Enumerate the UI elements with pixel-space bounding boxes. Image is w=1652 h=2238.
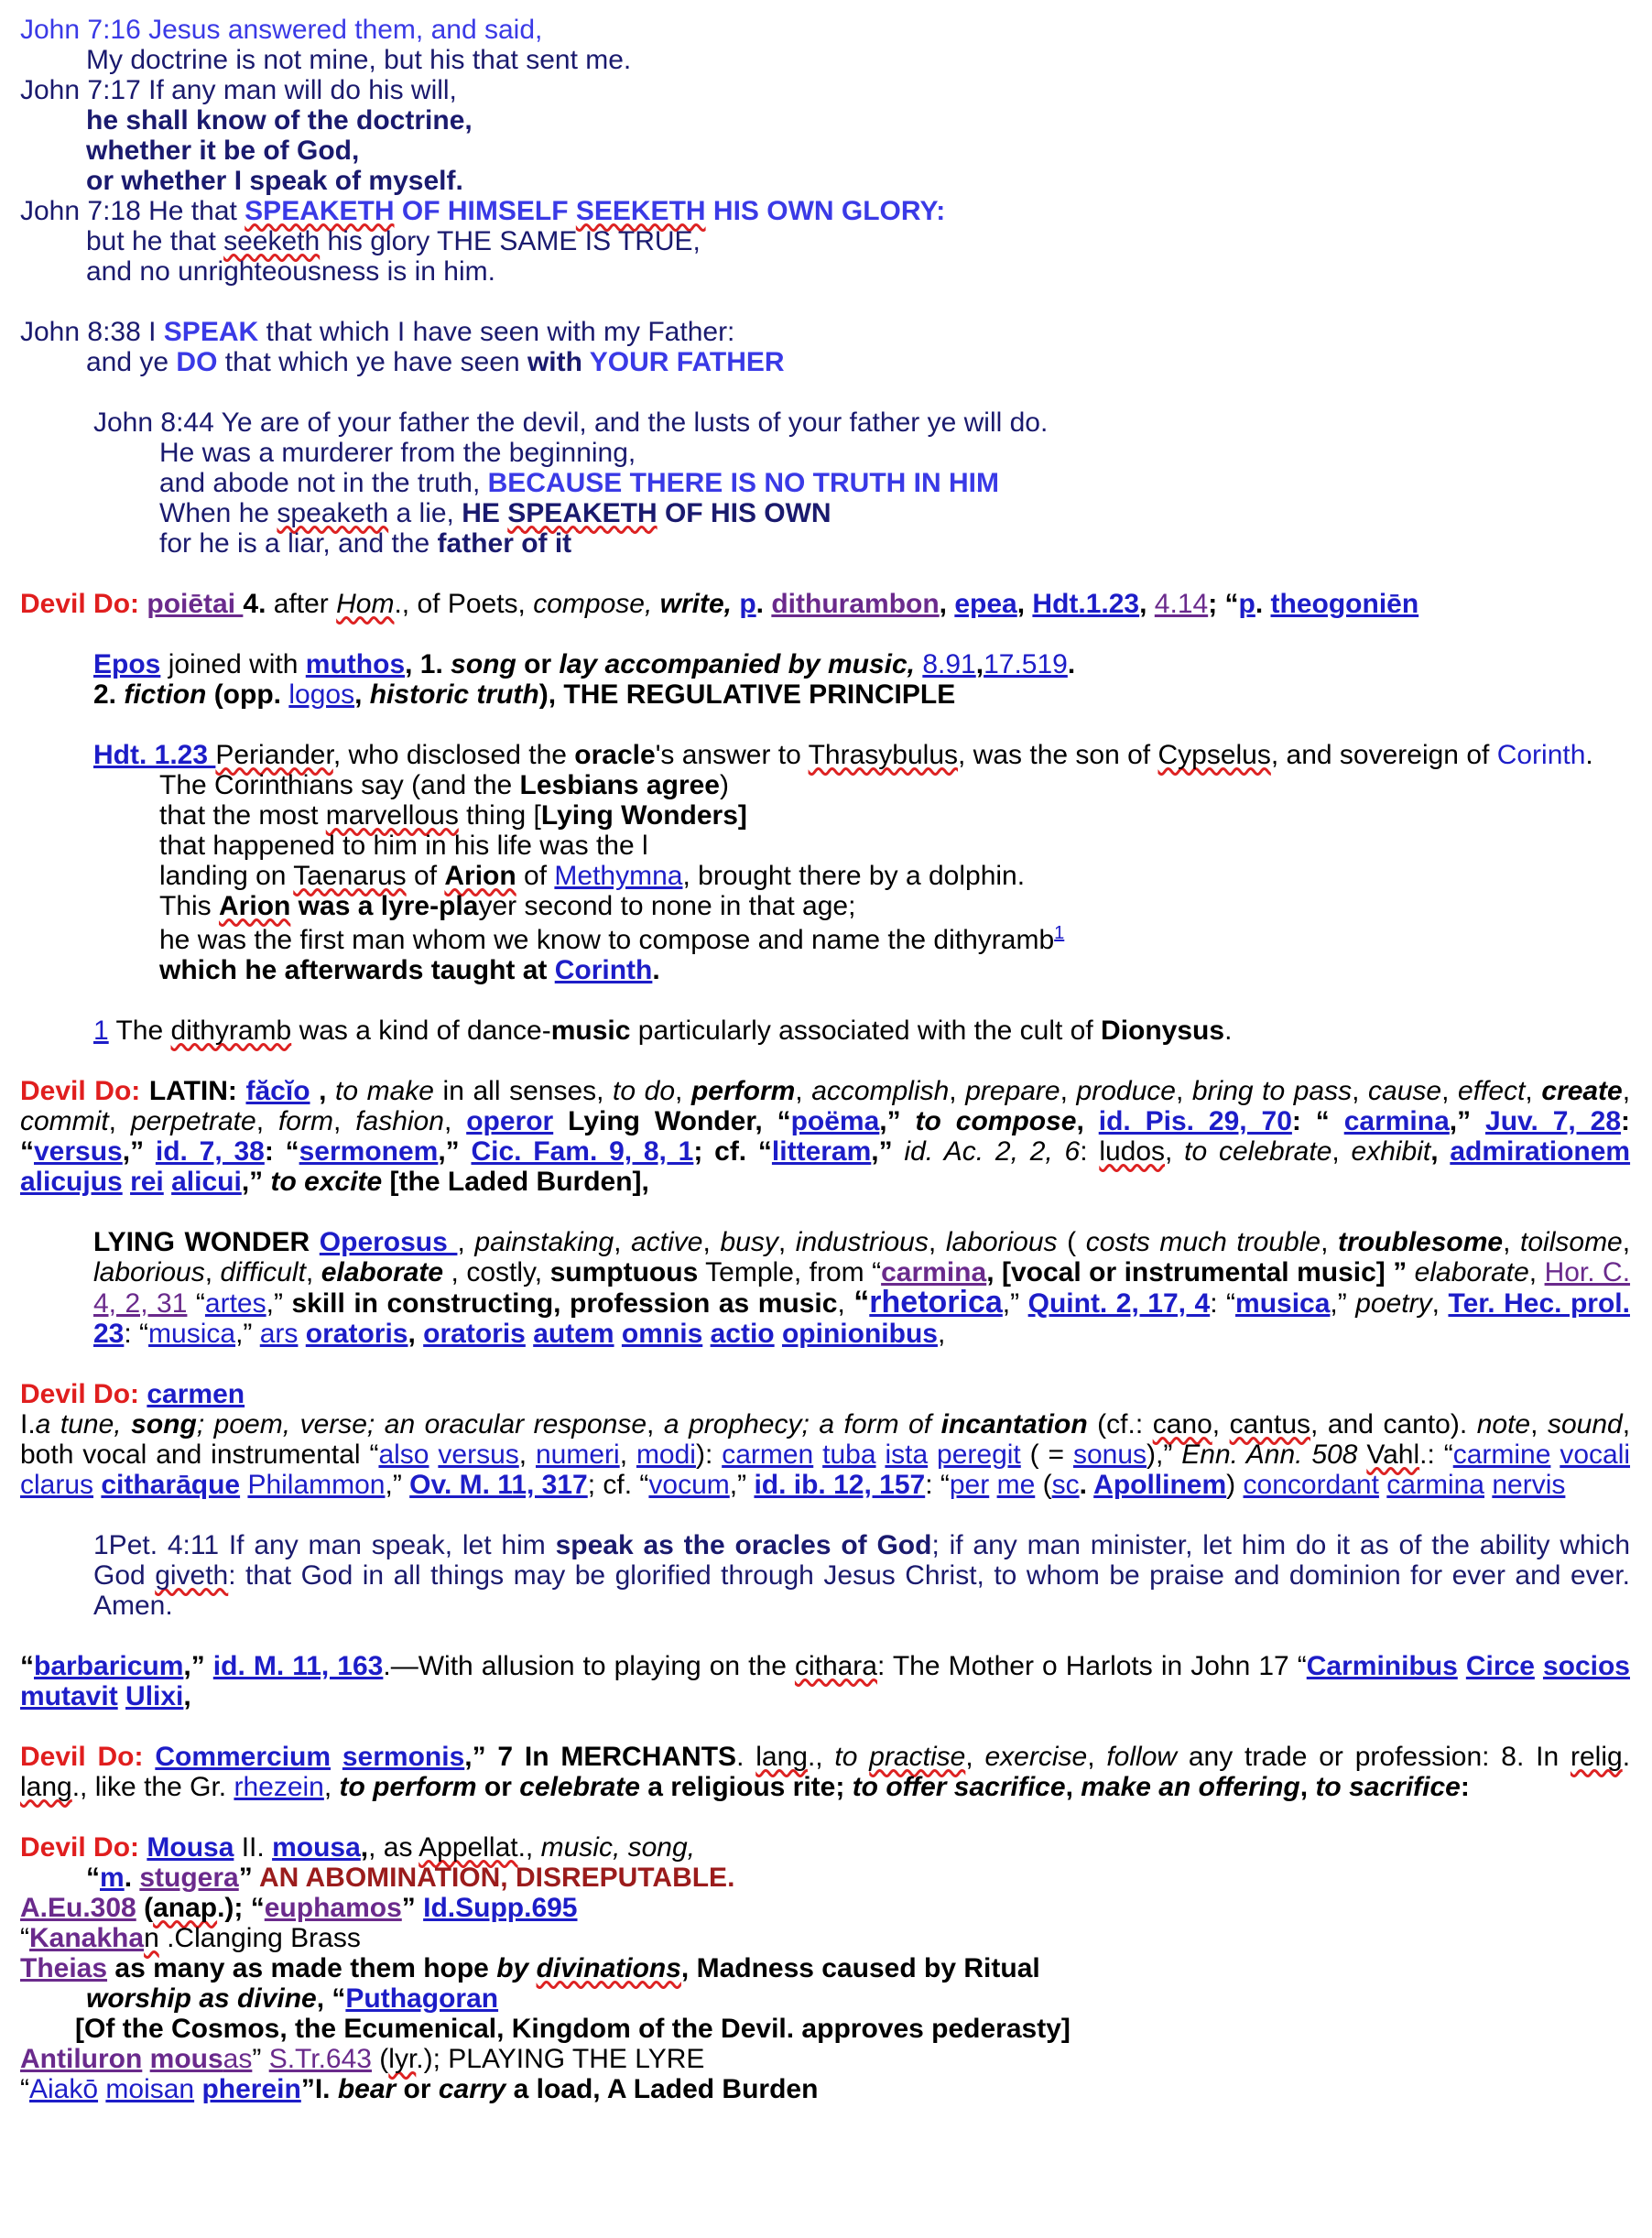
verse-text: He was a murderer from the beginning, <box>159 438 636 468</box>
document-body <box>20 15 1630 2104</box>
m-link[interactable]: m <box>100 1863 125 1893</box>
verse-text: that which I have seen with my Father: <box>258 317 735 347</box>
philammon-link[interactable]: Philammon <box>247 1470 386 1500</box>
carmina-link[interactable]: carmina <box>881 1257 987 1287</box>
ref-link[interactable]: 8.91 <box>922 649 976 679</box>
verse-text: When he <box>159 498 277 528</box>
mousa-link[interactable]: mousa <box>272 1832 361 1863</box>
also-link[interactable]: also <box>378 1439 429 1470</box>
ref-link[interactable]: Ter. Hec. prol. 23 <box>93 1288 1630 1349</box>
verse-text: but he that <box>86 226 224 256</box>
emphasis-word: SPEAK <box>163 317 259 347</box>
alicui-link[interactable]: alicui <box>171 1167 242 1197</box>
john-7-section <box>20 15 1630 287</box>
footnote: 1 The dithyramb was a kind of dance-music particularly associated with the cult of Dionysus. <box>93 1016 1233 1046</box>
bold-text: HE <box>462 498 508 528</box>
emphasis-text: OF HIMSELF <box>394 196 576 226</box>
admirationem-link[interactable]: admirationem <box>1450 1136 1631 1167</box>
theias-link[interactable]: Theias <box>20 1953 108 1983</box>
socios-link[interactable]: socios <box>1542 1651 1630 1681</box>
carmen-link[interactable]: carmen <box>147 1379 245 1409</box>
ulixi-link[interactable]: Ulixi <box>125 1681 184 1711</box>
ref-link[interactable]: Ov. M. 11, 317 <box>409 1470 588 1500</box>
verse-text: for he is a liar, and the <box>159 528 438 559</box>
rei-link[interactable]: rei <box>130 1167 164 1197</box>
me-link[interactable]: me <box>996 1470 1036 1500</box>
epea-link[interactable]: epea <box>954 589 1017 619</box>
musica-link[interactable]: musica <box>148 1319 236 1349</box>
verse-text: John 7:16 Jesus answered them, and said, <box>20 15 543 45</box>
verse-line <box>20 226 1630 256</box>
stugera-link[interactable]: stugera <box>139 1863 239 1893</box>
concordant-link[interactable]: concordant <box>1243 1470 1379 1500</box>
verse-word: speaketh <box>277 498 389 528</box>
verse-line <box>20 15 1630 45</box>
euphamos-link[interactable]: euphamos <box>264 1893 402 1923</box>
ref-link[interactable]: id. Pis. 29, 70 <box>1098 1106 1292 1136</box>
merchants-section: Devil Do: Commercium sermonis,” 7 In MERCHANTS. lang., to practise, exercise, follow any trade or profession: 8. In relig. lang., like the Gr. rhezein, to perform or celebrate a religious rite; to offer sacrifice, make an offering, to sacrifice: <box>20 1742 1631 1802</box>
emphasis-text: BECAUSE THERE IS NO TRUTH IN HIM <box>487 468 999 498</box>
carmen-section <box>20 1379 1630 1500</box>
poema-link[interactable]: poëma <box>790 1106 880 1136</box>
citharaque-link[interactable]: citharāque <box>101 1470 241 1500</box>
rhezein-link[interactable]: rhezein <box>234 1772 324 1802</box>
modi-link[interactable]: modi <box>636 1439 696 1470</box>
artes-link[interactable]: artes <box>204 1288 266 1319</box>
verse-line <box>93 468 1630 498</box>
ref-link[interactable]: Cic. Fam. 9, 8, 1 <box>471 1136 694 1167</box>
autem-link[interactable]: autem <box>533 1319 614 1349</box>
emphasis-word: SPEAKETH <box>245 196 395 226</box>
verse-line <box>20 347 1630 377</box>
ref-link[interactable]: Id.Supp.695 <box>423 1893 578 1923</box>
bold-word: with <box>527 347 582 377</box>
facio-link[interactable]: făcĭo <box>245 1076 310 1106</box>
ref-link[interactable]: Hor. C. 4, 2, 31 <box>93 1257 1631 1319</box>
poietai-section <box>20 589 1630 710</box>
entry-number: 4. <box>243 589 266 619</box>
verse-text: a lie, <box>388 498 462 528</box>
per-link[interactable]: per <box>949 1470 990 1500</box>
ref-link[interactable]: Juv. 7, 28 <box>1485 1106 1622 1136</box>
corinth-link[interactable]: Corinth <box>554 955 653 985</box>
puthagoran-link[interactable]: Puthagoran <box>345 1983 499 2014</box>
verse-line <box>93 498 1630 528</box>
verse-text: and no unrighteousness is in him. <box>86 256 495 287</box>
commercium-link[interactable]: Commercium <box>155 1742 331 1772</box>
verse-text: John 8:38 I <box>20 317 164 347</box>
ars-link[interactable]: ars <box>259 1319 299 1349</box>
oratoris-link[interactable]: oratoris <box>305 1319 408 1349</box>
theogonien-link[interactable]: theogoniēn <box>1270 589 1419 619</box>
verse-text: his glory THE SAME IS TRUE, <box>320 226 701 256</box>
carmen-link[interactable]: carmen <box>722 1439 814 1470</box>
verse-text: or whether I speak of myself. <box>86 166 463 196</box>
verse-text: and abode not in the truth, <box>159 468 488 498</box>
mousas-link[interactable]: as <box>223 2044 253 2074</box>
ref-link[interactable]: S.Tr.643 <box>268 2044 372 2074</box>
verse-text: and ye <box>86 347 177 377</box>
verse-text: whether it be of God, <box>86 136 360 166</box>
poietai-link[interactable]: poiētai <box>147 589 244 619</box>
ref-link[interactable]: id. 7, 38 <box>155 1136 265 1167</box>
oratoris-link[interactable]: oratoris <box>423 1319 526 1349</box>
devil-do-label: Devil Do: <box>20 1742 144 1772</box>
circe-link[interactable]: Circe <box>1465 1651 1535 1681</box>
dithurambon-link[interactable]: dithurambon <box>771 589 940 619</box>
mousas-link[interactable]: mous <box>149 2044 223 2074</box>
paragraph: Hdt. 1.23 Periander, who disclosed the oracle's answer to Thrasybulus, was the son of Cypselus, and sovereign of Corinth. <box>93 740 1593 770</box>
devil-do-label: Devil Do: <box>20 1379 140 1409</box>
devil-do-label: Devil Do: <box>20 589 140 619</box>
abbrev: Hom <box>336 589 395 619</box>
p-link[interactable]: p <box>739 589 756 619</box>
verse-line <box>93 407 1630 438</box>
pherein-link[interactable]: pherein <box>201 2074 301 2104</box>
ref-link[interactable]: 17.519 <box>984 649 1068 679</box>
ref-link[interactable]: A.Eu.308 <box>20 1893 136 1923</box>
peregit-link[interactable]: peregit <box>937 1439 1021 1470</box>
entry-line: Epos joined with muthos, 1. song or lay accompanied by music, 8.91,17.519. <box>93 649 1076 679</box>
john-8-44-section <box>20 407 1630 559</box>
logos-link[interactable]: logos <box>288 679 355 710</box>
opinionibus-link[interactable]: opinionibus <box>781 1319 938 1349</box>
latin-section: Devil Do: LATIN: făcĭo , to make in all senses, to do, perform, accomplish, prepare, produce, bring to pass, cause, effect, create, commit, perpetrate, form, fashion, operor Lying Wonder, “poëma,” to compose, id. Pis. 29, 70: “ carmina,” Juv. 7, 28: “versus,” id. 7, 38: “sermonem,” Cic. Fam. 9, 8, 1; cf. “litteram,” id. Ac. 2, 2, 6: ludos, to celebrate, exhibit, admirationem alicujus rei alicui,” to excite [the Laded Burden], <box>20 1076 1631 1197</box>
mousa-link[interactable]: Mousa <box>147 1832 234 1863</box>
mousa-section: Devil Do: Mousa II. mousa,, as Appellat., music, song, “m. stugera” AN ABOMINATION, DISREPUTABLE. A.Eu.308 (anap.); “euphamos” Id.Supp.695 “Kanakhan .Clanging Brass Theias as many as made them hope by divinations, Madness caused by Ritual worship as divine, “Puthagoran [Of the Cosmos, the Ecumenical, Kingdom of the Devil. approves pederasty] Antiluron mousas” S.Tr.643 (lyr.); PLAYING THE LYRE “Aiakō moisan pherein”I. bear or carry a load, A Laded Burden <box>20 1832 1071 2104</box>
verse-line <box>93 438 1630 468</box>
clarus-link[interactable]: clarus <box>20 1470 94 1500</box>
omnis-link[interactable]: omnis <box>621 1319 703 1349</box>
versus-link[interactable]: versus <box>34 1136 123 1167</box>
epos-link[interactable]: Epos <box>93 649 161 679</box>
methymna-link[interactable]: Methymna <box>554 861 683 891</box>
verse-text: John 8:44 Ye are of your father the devil, and the lusts of your father ye will do. <box>93 407 1049 438</box>
ref-link[interactable]: id. ib. 12, 157 <box>754 1470 926 1500</box>
rhetorica-link[interactable]: rhetorica <box>869 1285 1003 1320</box>
moisan-link[interactable]: moisan <box>105 2074 195 2104</box>
muthos-link[interactable]: muthos <box>305 649 406 679</box>
peter-verse: 1Pet. 4:11 If any man speak, let him speak as the oracles of God; if any man minister, let him do it as of the ability which God giveth: that God in all things may be glorified through Jesus Christ, to whom be praise and dominion for ever and ever. Amen. <box>93 1530 1631 1621</box>
entry-line: Devil Do: poiētai 4. after Hom., of Poets, compose, write, p. dithurambon, epea, Hdt.1.23, 4.14; “p. theogoniēn <box>20 589 1419 619</box>
verse-line <box>20 166 1630 196</box>
sonus-link[interactable]: sonus <box>1072 1439 1147 1470</box>
carminibus-link[interactable]: Carminibus <box>1306 1651 1458 1681</box>
herodotus-section <box>20 740 1630 1046</box>
operosus-link[interactable]: Operosus <box>319 1227 458 1257</box>
verse-line <box>20 317 1630 347</box>
hdt-ref-link[interactable]: Hdt. 1.23 <box>93 740 216 770</box>
hdt-link[interactable]: Hdt.1.23 <box>1032 589 1140 619</box>
versus-link[interactable]: versus <box>438 1439 519 1470</box>
verse-text: My doctrine is not mine, but his that sent me. <box>86 45 632 75</box>
alicujus-link[interactable]: alicujus <box>20 1167 123 1197</box>
musica-link[interactable]: musica <box>1235 1288 1331 1319</box>
quote-block: The Corinthians say (and the Lesbians agree) that the most marvellous thing [Lying Wonders] that happened to him in his life was the l landing on Taenarus of Arion of Methymna, brought there by a dolphin. This Arion was a lyre-player second to none in that age; he was the first man whom we know to compose and name the dithyramb$^1$ which he afterwards taught at Corinth. <box>159 770 1065 985</box>
verse-text: John 7:17 If any man will do his will, <box>20 75 457 105</box>
p-link[interactable]: p <box>1238 589 1255 619</box>
devil-do-label: Devil Do: <box>20 1076 141 1106</box>
ref-link[interactable]: 4.14 <box>1154 589 1209 619</box>
antiluron-link[interactable]: Antiluron <box>20 2044 143 2074</box>
paragraph: I.a tune, song; poem, verse; an oracular response, a prophecy; a form of incantation (cf.: cano, cantus, and canto). note, sound, both vocal and instrumental “also versus, numeri, modi): carmen tuba ista peregit ( = sonus),” Enn. Ann. 508 Vahl.: “carmine vocali clarus citharāque Philammon,” Ov. M. 11, 317; cf. “vocum,” id. ib. 12, 157: “per me (sc. Apollinem) concordant carmina nervis <box>20 1409 1631 1500</box>
kanakhan-link[interactable]: Kanakha <box>29 1923 145 1953</box>
bold-word: SPEAKETH <box>507 498 658 528</box>
john-8-38-section <box>20 317 1630 377</box>
aiako-link[interactable]: Aiakō <box>29 2074 99 2104</box>
ref-link[interactable]: id. M. 11, 163 <box>212 1651 384 1681</box>
actio-link[interactable]: actio <box>710 1319 775 1349</box>
vocali-link[interactable]: vocali <box>1560 1439 1631 1470</box>
verse-line <box>20 75 1630 105</box>
footnote-link[interactable]: 1 <box>93 1016 109 1046</box>
litteram-link[interactable]: litteram <box>771 1136 872 1167</box>
operor-link[interactable]: operor <box>466 1106 554 1136</box>
numeri-link[interactable]: numeri <box>536 1439 620 1470</box>
verse-line <box>20 256 1630 287</box>
bold-text: father of it <box>437 528 572 559</box>
verse-word: seeketh <box>223 226 321 256</box>
emphasis-word: SEEKETH <box>575 196 706 226</box>
carmina-link[interactable]: carmina <box>1386 1470 1484 1500</box>
carmine-link[interactable]: carmine <box>1452 1439 1551 1470</box>
verse-text: he shall know of the doctrine, <box>86 105 473 136</box>
ista-link[interactable]: ista <box>885 1439 929 1470</box>
carmina-link[interactable]: carmina <box>1343 1106 1450 1136</box>
ref-link[interactable]: Quint. 2, 17, 4 <box>1027 1288 1211 1319</box>
barbaricum-link[interactable]: barbaricum <box>34 1651 184 1681</box>
nervis-link[interactable]: nervis <box>1492 1470 1566 1500</box>
mutavit-link[interactable]: mutavit <box>20 1681 118 1711</box>
verse-line <box>20 105 1630 136</box>
verse-line <box>20 136 1630 166</box>
verse-line <box>20 196 1630 226</box>
devil-do-label: Devil Do: <box>20 1832 140 1863</box>
emphasis-word: DO <box>176 347 218 377</box>
sc-link[interactable]: sc <box>1051 1470 1080 1500</box>
verse-line <box>20 45 1630 75</box>
vocum-link[interactable]: vocum <box>648 1470 730 1500</box>
verse-line <box>93 528 1630 559</box>
entry-line: 2. fiction (opp. logos, historic truth), THE REGULATIVE PRINCIPLE <box>93 679 956 710</box>
sermonem-link[interactable]: sermonem <box>299 1136 439 1167</box>
lying-wonder-section: LYING WONDER Operosus , painstaking, active, busy, industrious, laborious ( costs much trouble, troublesome, toilsome, laborious, difficult, elaborate , costly, sumptuous Temple, from “carmina, [vocal or instrumental music] ” elaborate, Hor. C. 4, 2, 31 “artes,” skill in constructing, profession as music, “rhetorica,” Quint. 2, 17, 4: “musica,” poetry, Ter. Hec. prol. 23: “musica,” ars oratoris, oratoris autem omnis actio opinionibus, <box>93 1227 1631 1349</box>
bold-text: OF HIS OWN <box>657 498 831 528</box>
verse-text: John 7:18 He that <box>20 196 245 226</box>
sermonis-link[interactable]: sermonis <box>342 1742 465 1772</box>
emphasis-text: YOUR FATHER <box>581 347 785 377</box>
emphasis-text: HIS OWN GLORY: <box>705 196 946 226</box>
corinth-link[interactable]: Corinth <box>1496 740 1586 770</box>
apollinem-link[interactable]: Apollinem <box>1093 1470 1227 1500</box>
footnote-link[interactable]: 1 <box>1054 923 1065 943</box>
tuba-link[interactable]: tuba <box>822 1439 876 1470</box>
verse-text: that which ye have seen <box>217 347 527 377</box>
barbaricum-section: “barbaricum,” id. M. 11, 163.—With allusion to playing on the cithara: The Mother o Harlots in John 17 “Carminibus Circe socios mutavit Ulixi, <box>20 1651 1630 1711</box>
